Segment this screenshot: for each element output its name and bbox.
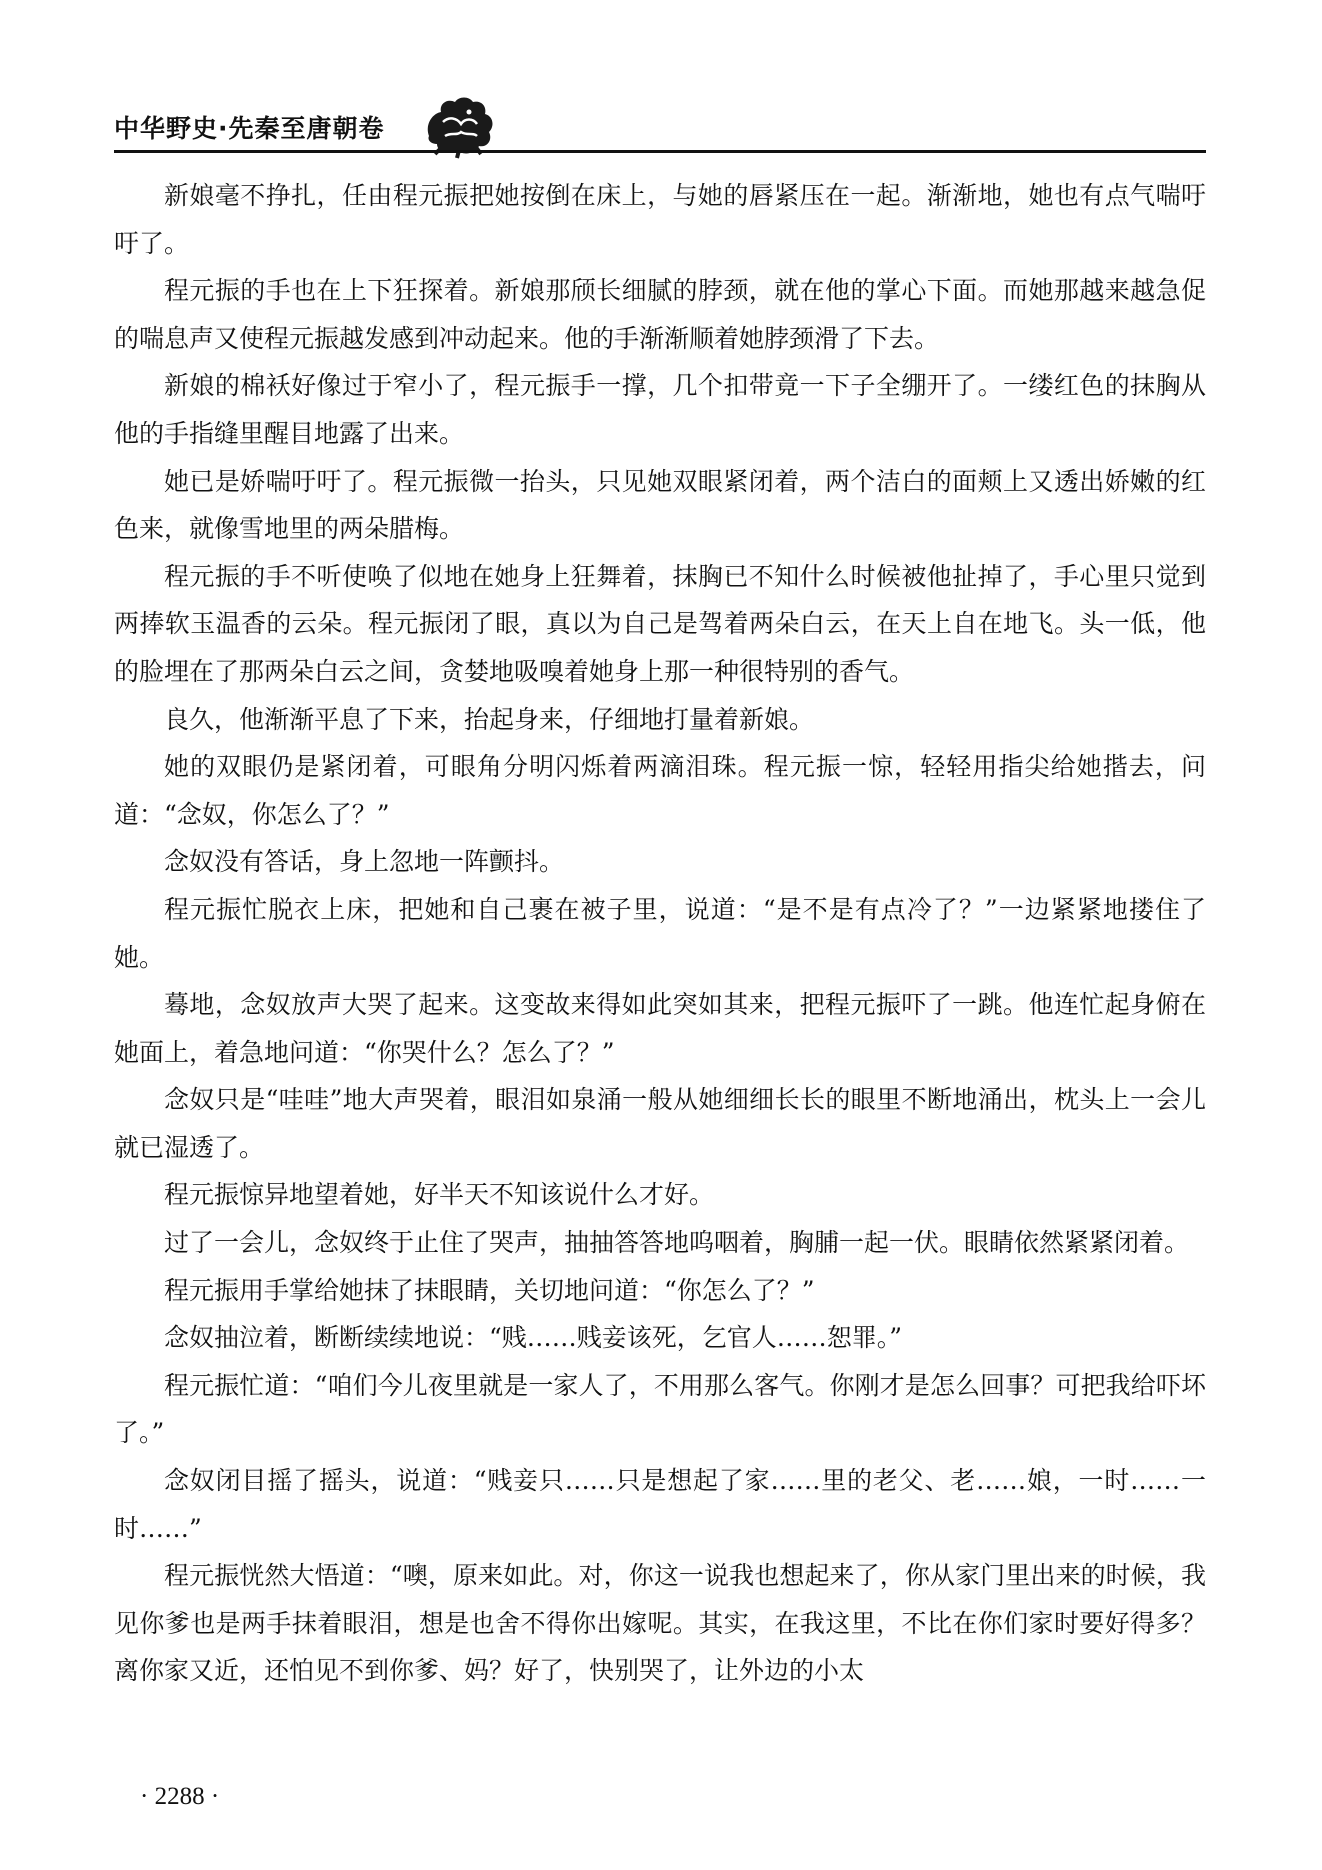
paragraph: 程元振恍然大悟道：“噢，原来如此。对，你这一说我也想起来了，你从家门里出来的时候，我见你爹也是两手抹着眼泪，想是也舍不得你出嫁呢。其实，在我这里，不比在你们家时要好得多？离你家又近，还怕见不到你爹、妈？好了，快别哭了，让外边的小太 — [114, 1561, 1206, 1686]
paragraph: 程元振忙道：“咱们今儿夜里就是一家人了，不用那么客气。你刚才是怎么回事？可把我给吓坏了。” — [114, 1370, 1206, 1448]
book-title: 中华野史·先秦至唐朝卷 — [114, 114, 385, 143]
paragraph: 她的双眼仍是紧闭着，可眼角分明闪烁着两滴泪珠。程元振一惊，轻轻用指尖给她揩去，问道：“念奴，你怎么了？” — [114, 752, 1206, 829]
page-number: · 2288 · — [140, 1783, 220, 1810]
paragraph: 新娘的棉袄好像过于窄小了，程元振手一撑，几个扣带竟一下子全绷开了。一缕红色的抹胸从他的手指缝里醒目地露了出来。 — [114, 371, 1206, 448]
paragraph: 念奴闭目摇了摇头，说道：“贱妾只……只是想起了家……里的老父、老……娘，一时……一时……” — [114, 1466, 1206, 1543]
paragraph: 程元振的手不听使唤了似地在她身上狂舞着，抹胸已不知什么时候被他扯掉了，手心里只觉到两捧软玉温香的云朵。程元振闭了眼，真以为自己是驾着两朵白云，在天上自在地飞。头一低，他的脸埋在了那两朵白云之间，贪婪地吸嗅着她身上那一种很特别的香气。 — [114, 561, 1206, 686]
paragraph: 她已是娇喘吁吁了。程元振微一抬头，只见她双眼紧闭着，两个洁白的面颊上又透出娇嫩的红色来，就像雪地里的两朵腊梅。 — [114, 466, 1206, 544]
paragraph: 程元振用手掌给她抹了抹眼睛，关切地问道：“你怎么了？” — [164, 1275, 815, 1305]
paragraph: 程元振的手也在上下狂探着。新娘那颀长细腻的脖颈，就在他的掌心下面。而她那越来越急促的喘息声又使程元振越发感到冲动起来。他的手渐渐顺着她脖颈滑了下去。 — [114, 276, 1206, 353]
paragraph: 程元振惊异地望着她，好半天不知该说什么才好。 — [164, 1180, 715, 1210]
paragraph: 程元振忙脱衣上床，把她和自己裹在被子里，说道：“是不是有点冷了？”一边紧紧地搂住了她。 — [114, 894, 1206, 972]
paragraph: 念奴只是“哇哇”地大声哭着，眼泪如泉涌一般从她细细长长的眼里不断地涌出，枕头上一会儿就已湿透了。 — [114, 1085, 1206, 1162]
paragraph: 念奴没有答话，身上忽地一阵颤抖。 — [164, 847, 565, 877]
header-rule — [114, 150, 1206, 153]
paragraph: 新娘毫不挣扎，任由程元振把她按倒在床上，与她的唇紧压在一起。渐渐地，她也有点气喘吁吁了。 — [114, 181, 1206, 258]
body-text — [114, 172, 1206, 1695]
paragraph: 蓦地，念奴放声大哭了起来。这变故来得如此突如其来，把程元振吓了一跳。他连忙起身俯在她面上，着急地问道：“你哭什么？怎么了？” — [114, 990, 1206, 1067]
paragraph: 念奴抽泣着，断断续续地说：“贱……贱妾该死，乞官人……恕罪。” — [164, 1323, 903, 1353]
paragraph: 过了一会儿，念奴终于止住了哭声，抽抽答答地呜咽着，胸脯一起一伏。眼睛依然紧紧闭着。 — [164, 1228, 1190, 1258]
paragraph: 良久，他渐渐平息了下来，抬起身来，仔细地打量着新娘。 — [164, 704, 815, 734]
